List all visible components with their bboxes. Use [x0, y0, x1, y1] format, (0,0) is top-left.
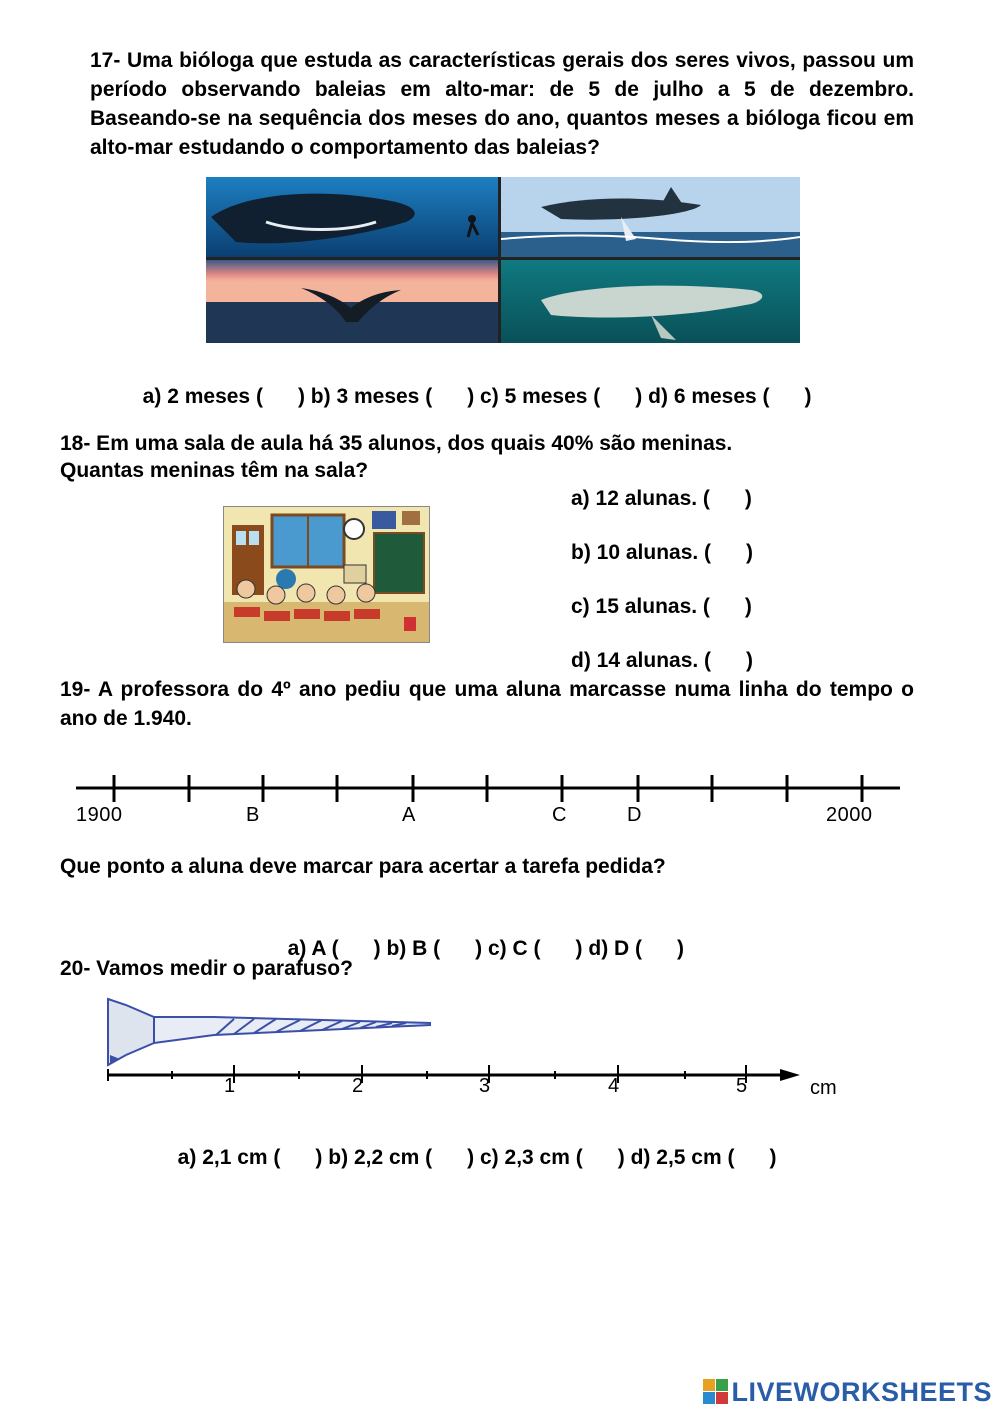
option-b[interactable]: b) B ( ) — [386, 937, 483, 960]
question-20-text: 20- Vamos medir o parafuso? — [60, 957, 353, 980]
option-b[interactable]: b) 3 meses ( ) — [310, 385, 475, 408]
ruler-label-2: 2 — [352, 1075, 364, 1097]
classroom-illustration — [223, 506, 430, 643]
question-20-options — [166, 1122, 776, 1170]
screw-drawing — [108, 999, 430, 1065]
breaching-whale-photo — [501, 177, 800, 257]
question-19-prompt: Que ponto a aluna deve marcar para acertar a tarefa pedida? — [60, 855, 666, 878]
whale-diver-photo — [206, 177, 498, 257]
question-18-option-c[interactable]: c) 15 alunas. ( ) — [571, 595, 752, 618]
ruler-label-4: 4 — [608, 1075, 620, 1097]
option-d[interactable]: d) 2,5 cm ( ) — [630, 1146, 777, 1169]
option-d[interactable]: d) D ( ) — [588, 937, 685, 960]
liveworksheets-logo-icon — [703, 1379, 729, 1405]
liveworksheets-logo[interactable] — [703, 1377, 992, 1407]
question-18-option-b[interactable]: b) 10 alunas. ( ) — [571, 541, 754, 564]
option-a[interactable]: a) 2 meses ( ) — [142, 385, 305, 408]
underwater-whale-photo — [501, 260, 800, 343]
question-17-text: 17- Uma bióloga que estuda as características gerais dos seres vivos, passou um período observando baleias em alto-mar: de 5 de julho a 5 de dezembro. Baseando-se na sequência dos meses do ano, quantos meses a bióloga ficou em alto-mar estudando o comportamento das baleias? — [90, 49, 914, 159]
timeline-label-1900: 1900 — [76, 804, 123, 826]
timeline-label-c: C — [552, 804, 567, 826]
option-d[interactable]: d) 6 meses ( ) — [648, 385, 812, 408]
question-19-options — [276, 913, 684, 961]
question-18-line2: Quantas meninas têm na sala? — [60, 459, 369, 482]
ruler-label-1: 1 — [224, 1075, 236, 1097]
whale-photo-collage — [206, 177, 800, 343]
option-a[interactable]: a) 2,1 cm ( ) — [177, 1146, 323, 1169]
timeline-label-2000: 2000 — [826, 804, 873, 826]
question-17-options — [131, 361, 891, 409]
ruler-unit-label: cm — [810, 1077, 837, 1099]
timeline-label-a: A — [402, 804, 416, 826]
option-a[interactable]: a) A ( ) — [287, 937, 381, 960]
option-c[interactable]: c) 2,3 cm ( ) — [480, 1146, 625, 1169]
question-18-option-a[interactable]: a) 12 alunas. ( ) — [571, 487, 752, 510]
option-c[interactable]: c) C ( ) — [488, 937, 583, 960]
ruler-label-3: 3 — [479, 1075, 491, 1097]
option-c[interactable]: c) 5 meses ( ) — [480, 385, 643, 408]
timeline-label-b: B — [246, 804, 260, 826]
whale-tail-sunset-photo — [206, 260, 498, 343]
screw-ruler-figure — [104, 995, 864, 1100]
question-18-line1: 18- Em uma sala de aula há 35 alunos, dos quais 40% são meninas. — [60, 432, 733, 455]
option-b[interactable]: b) 2,2 cm ( ) — [328, 1146, 475, 1169]
ruler-label-5: 5 — [736, 1075, 748, 1097]
timeline — [76, 770, 906, 830]
liveworksheets-logo-text: LIVEWORKSHEETS — [731, 1376, 992, 1407]
question-19-text: 19- A professora do 4º ano pediu que uma aluna marcasse numa linha do tempo o ano de 1.940. — [60, 678, 914, 730]
question-18-option-d[interactable]: d) 14 alunas. ( ) — [571, 649, 754, 672]
timeline-label-d: D — [627, 804, 642, 826]
